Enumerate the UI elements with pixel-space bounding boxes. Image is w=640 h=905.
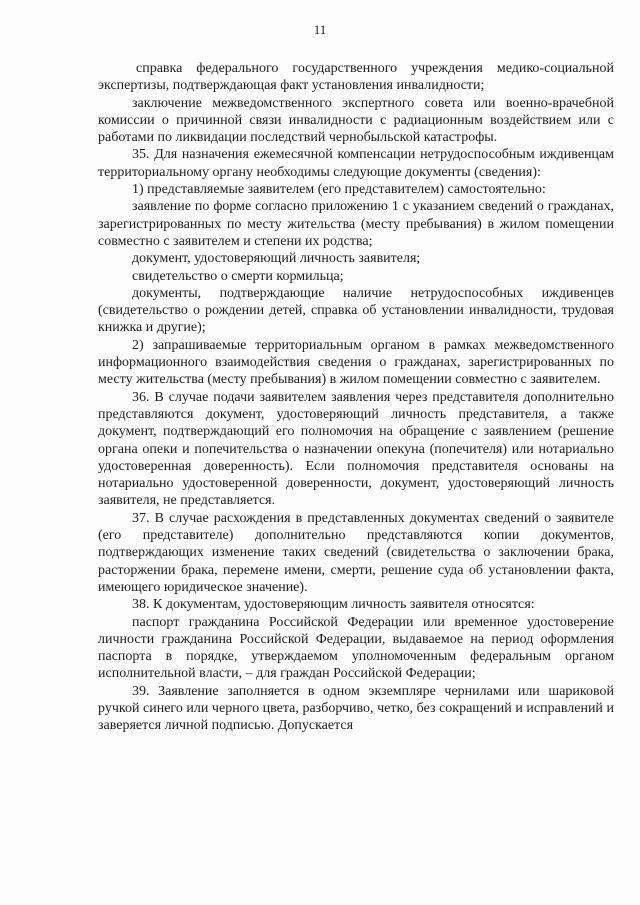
paragraph-disability-certificate: справка федерального государственного учреждения медико-социальной экспертизы, подтверждающая факт установления инвалидности; (98, 61, 614, 94)
paragraph-38: 38. К документам, удостоверяющим личность заявителя относятся: (132, 597, 535, 613)
paragraph-35-intro: 35. Для назначения ежемесячной компенсации нетрудоспособным иждивенцам территориальному органу необходимы следующие документы (сведения): (98, 147, 614, 180)
page-number: 11 (313, 22, 327, 37)
paragraph-39: 39. Заявление заполняется в одном экземпляре чернилами или шариковой ручкой синего или черного цвета, разборчиво, четко, без сокращений и исправлений и заверяется личной подписью. Допускается (98, 683, 614, 734)
paragraph-death-certificate: свидетельство о смерти кормильца; (132, 268, 344, 284)
paragraph-identity-document: документ, удостоверяющий личность заявителя; (132, 251, 421, 267)
paragraph-37: 37. В случае расхождения в представленных документах сведений о заявителе (его представителе) дополнительно представляются копии документов, подтверждающих изменение таких сведений (свидетельства о заключении брака, расторжении брака, перемене имени, смерти, решение суда об установлении факта, имеющего юридическое значение). (98, 510, 614, 595)
document-body (98, 60, 614, 735)
paragraph-passport: паспорт гражданина Российской Федерации или временное удостоверение личности гражданина Российской Федерации, выдаваемое на период оформления паспорта в порядке, утверждаемом уполномоченным федеральным органом исполнительной власти, – для граждан Российской Федерации; (98, 614, 614, 682)
paragraph-35-item-2: 2) запрашиваемые территориальным органом в рамках межведомственного информационного взаимодействия сведения о гражданах, зарегистрированных по месту жительства (месту пребывания) в жилом помещении совместно с заявителем. (98, 337, 614, 388)
paragraph-application-form: заявление по форме согласно приложению 1 с указанием сведений о гражданах, зарегистрированных по месту жительства (месту пребывания) в жилом помещении совместно с заявителем и степени их родства; (98, 199, 614, 249)
paragraph-expert-council-conclusion: заключение межведомственного экспертного совета или военно-врачебной комиссии о причинной связи инвалидности с радиационным воздействием или с работами по ликвидации последствий чернобыльской катастрофы. (98, 95, 614, 146)
paragraph-35-item-1: 1) представляемые заявителем (его представителем) самостоятельно: (132, 182, 546, 198)
paragraph-dependents-documents: документы, подтверждающие наличие нетрудоспособных иждивенцев (свидетельство о рождении детей, справка об установлении инвалидности, трудовая книжка и другие); (98, 285, 614, 336)
paragraph-36: 36. В случае подачи заявителем заявления через представителя дополнительно представляются документ, удостоверяющий личность представителя, а также документ, подтверждающий его полномочия на обращение с заявлением (решение органа опеки и попечительства о назначении опекуна (попечителя) или нотариально удостоверенная доверенность). Если полномочия представителя основаны на нотариально удостоверенной доверенности, документ, удостоверяющий личность заявителя, не представляется. (98, 389, 614, 509)
